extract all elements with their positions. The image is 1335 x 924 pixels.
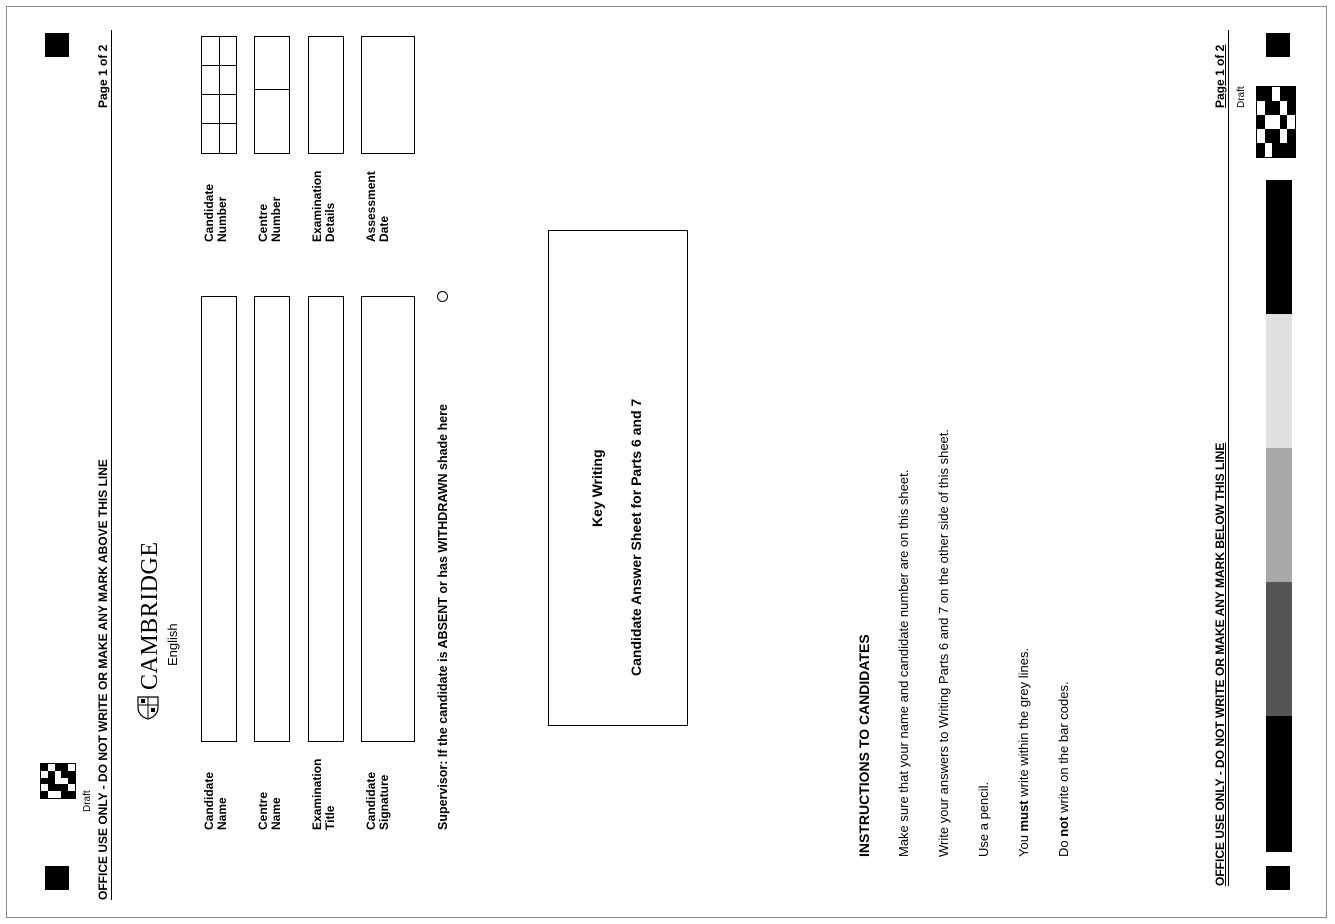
candidate-number-label: Candidate Number [202,183,229,242]
registration-mark-top-right [1266,33,1290,57]
centre-name-field[interactable] [254,296,290,742]
centre-name-label: Centre Name [256,791,283,830]
draft-label-top: Draft [82,790,93,812]
office-use-bottom-notice: OFFICE USE ONLY - DO NOT WRITE OR MAKE ANY MARK BELOW THIS LINE [1213,442,1227,886]
logo-cambridge: CAMBRIDGE [137,541,163,690]
candidate-signature-field[interactable] [361,296,415,742]
exam-title-field[interactable] [308,296,344,742]
page-number-top: Page 1 of 2 [96,44,110,108]
absent-shade-circle[interactable] [437,291,448,302]
office-use-top-notice: OFFICE USE ONLY - DO NOT WRITE OR MAKE ANY MARK ABOVE THIS LINE [96,459,110,900]
page-number-bottom: Page 1 of 2 [1213,44,1227,108]
registration-mark-top-left [45,33,69,57]
office-line-bottom [1228,30,1229,886]
candidate-number-field[interactable] [201,36,237,154]
office-line-top [111,30,112,900]
assessment-date-field[interactable] [361,36,415,154]
exam-details-label: Examination Details [310,170,337,242]
instruction-item: Make sure that your name and candidate number are on this sheet. [896,469,911,857]
instruction-item: Write your answers to Writing Parts 6 and 7 on the other side of this sheet. [936,428,951,857]
candidate-name-label: Candidate Name [202,771,229,830]
instructions-heading: INSTRUCTIONS TO CANDIDATES [856,634,872,857]
centre-number-label: Centre Number [256,196,283,242]
assessment-date-label: Assessment Date [364,171,391,242]
draft-label-bottom: Draft [1236,86,1247,108]
exam-details-field[interactable] [308,36,344,154]
registration-mark-bottom-left [45,866,69,890]
instruction-item: You must write within the grey lines. [1016,647,1031,857]
instruction-item: Do not write on the bar codes. [1056,681,1071,857]
registration-mark-bottom-right [1266,866,1290,890]
title-key-writing: Key Writing [589,449,605,527]
instruction-item: Use a pencil. [976,781,991,857]
logo-english: English [165,623,180,666]
barcode-segment [1266,180,1292,314]
candidate-name-field[interactable] [201,296,237,742]
barcode-segment [1266,448,1292,582]
qr-code-top [40,763,76,799]
exam-title-label: Examination Title [310,758,337,830]
supervisor-instruction: Supervisor: If the candidate is ABSENT or has WITHDRAWN shade here [436,403,450,830]
qr-code-bottom [1256,86,1296,158]
centre-number-field[interactable] [254,36,290,154]
barcode-segment [1266,582,1292,716]
title-box [548,230,688,726]
crest-icon [137,696,159,720]
title-answer-sheet: Candidate Answer Sheet for Parts 6 and 7 [628,398,644,676]
barcode-segment [1266,716,1292,852]
barcode-segment [1266,314,1292,448]
candidate-signature-label: Candidate Signature [364,771,391,830]
